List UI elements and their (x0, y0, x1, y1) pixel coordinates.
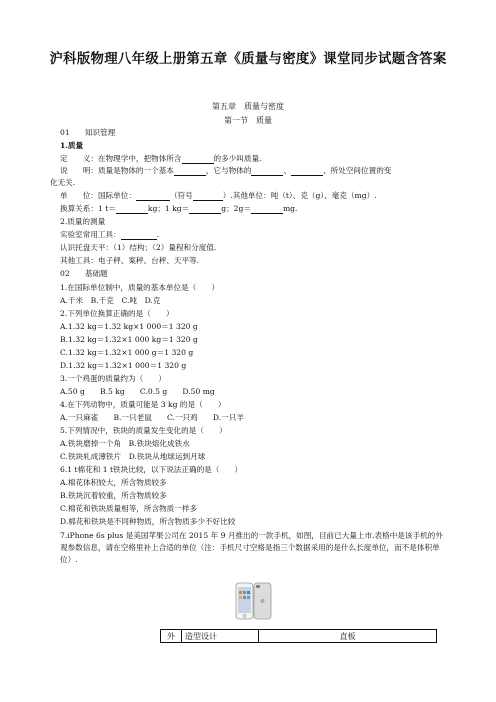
question-3: 3.一个鸡蛋的质量约为（ ） (60, 374, 166, 383)
blank[interactable] (174, 167, 206, 176)
question-2-d: D.1.32 kg＝1.32×1 000＝1 320 g (60, 361, 187, 370)
blank[interactable] (291, 167, 323, 176)
iphone-image (230, 581, 276, 627)
tool-line: 实验室常用工具： . (60, 230, 160, 239)
explanation-line: 说 明：质量是物体的一个基本 ，它与物体的 、 、所处空间位置的变 (60, 166, 392, 175)
blank[interactable] (189, 205, 221, 214)
table-cell: 外 (161, 630, 182, 643)
blank[interactable] (121, 231, 157, 240)
question-2-b: B.1.32 kg＝1.32×1 000 kg＝1 320 g (60, 335, 198, 344)
part-02: 02 基础题 (60, 269, 108, 278)
document-title: 沪科版物理八年级上册第五章《质量与密度》课堂同步试题含答案 (49, 52, 447, 67)
blank[interactable] (251, 167, 283, 176)
question-3-options: A.50 g B.5 kg C.0.5 g D.50 mg (60, 387, 215, 396)
blank[interactable] (193, 192, 223, 201)
question-6-a: A.棉花体积较大，所含物质较多 (60, 478, 167, 487)
table-cell: 造型设计 (182, 630, 259, 643)
blank[interactable] (251, 205, 283, 214)
spec-table (160, 629, 437, 643)
question-4: 4.在下列动物中，质量可能是 3 kg 的是（ ） (60, 400, 226, 409)
question-5-cd: C.铁块轧成薄铁片 D.铁块从地球运到月球 (60, 452, 206, 461)
table-cell: 直板 (259, 630, 437, 643)
mass-heading: 1.质量 (60, 141, 84, 150)
question-1: 1.在国际单位制中，质量的基本单位是（ ） (60, 283, 220, 292)
chapter-heading: 第五章 质量与密度 (212, 102, 284, 111)
question-2: 2.下列单位换算正确的是（ ） (60, 309, 174, 318)
question-4-options: A.一只麻雀 B.一只老鼠 C.一只鸡 D.一只羊 (60, 413, 244, 422)
question-6-d: D.棉花和铁块是不同种物质，所含物质多少不好比较 (60, 517, 236, 526)
question-6-b: B.铁块沉着较重，所含物质较多 (60, 491, 167, 500)
unit-line: 单 位：国际单位： （符号 ）.其他单位：吨（t）、克（g）、毫克（mg）. (60, 191, 377, 200)
question-6: 6.1 t棉花和 1 t铁块比较，以下说法正确的是（ ） (60, 465, 243, 474)
conversion-line: 换算关系：1 t＝ kg；1 kg＝ g；2g＝ mg. (60, 204, 298, 213)
question-6-c: C.棉花和铁块质量相等，所含物质一样多 (60, 504, 198, 513)
blank[interactable] (116, 205, 148, 214)
measure-heading: 2.质量的测量 (60, 217, 106, 226)
question-5-ab: A.铁块磨掉一个角 B.铁块熔化成铁水 (60, 439, 190, 448)
table-row (161, 630, 437, 643)
blank[interactable] (182, 155, 214, 164)
question-2-c: C.1.32 kg＝1.32×1 000 g＝1 320 g (60, 348, 194, 357)
definition-line: 定 义：在物理学中，把物体所含 的多少叫质量. (60, 154, 262, 163)
question-2-a: A.1.32 kg＝1.32 kg×1 000＝1 320 g (60, 322, 198, 331)
question-7: 7.iPhone 6s plus 是美国苹果公司在 2015 年 9 月推出的一款手机，如图，目前已大量上市.表格中是该手机的外观参数信息，请在空格里补上合适的单位（注：手机尺寸空格是指三个数据采用的是什么长度单位，而不是体积单位）. (60, 531, 443, 564)
blank[interactable] (136, 192, 170, 201)
section-heading: 第一节 质量 (224, 116, 272, 125)
question-1-options: A.千米 B.千克 C.吨 D.克 (60, 296, 161, 305)
question-5: 5.下列情况中，铁块的质量发生变化的是（ ） (60, 426, 227, 435)
scale-line: 认识托盘天平：（1）结构；（2）量程和分度值. (60, 243, 217, 252)
other-tools-line: 其他工具：电子秤、案秤、台秤、天平等. (60, 256, 200, 265)
part-01: 01 知识管理 (60, 128, 116, 137)
explanation-cont: 化无关. (50, 178, 76, 187)
